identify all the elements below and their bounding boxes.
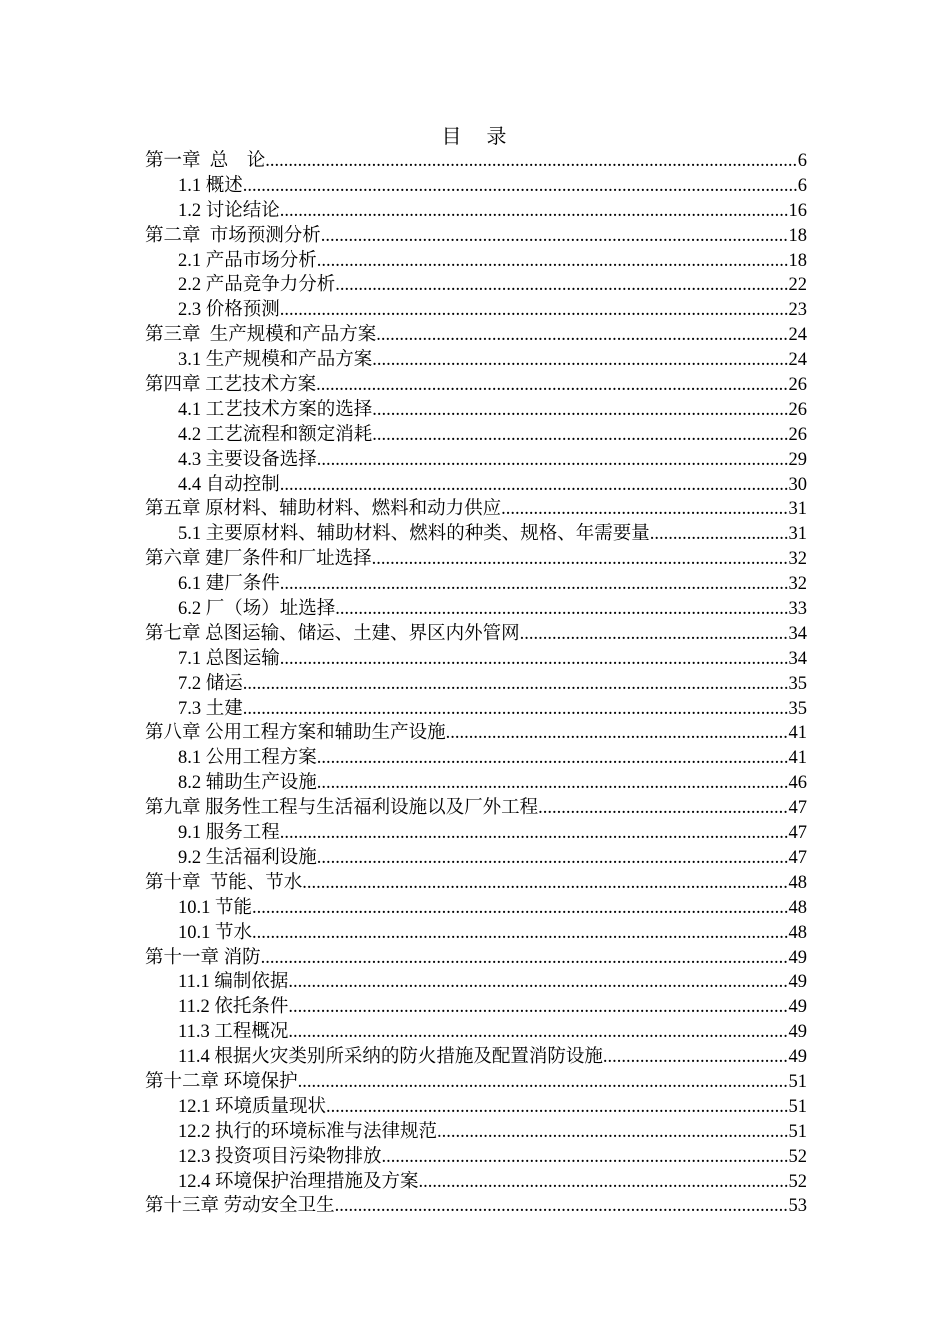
dot-leader [302, 871, 788, 896]
toc-title: 目 录 [441, 126, 517, 148]
toc-entry-label: 11.2 依托条件 [178, 997, 289, 1018]
toc-section-entry[interactable] [145, 249, 807, 274]
toc-page-number: 49 [788, 947, 807, 968]
toc-entry-label: 7.1 总图运输 [178, 648, 280, 669]
toc-entry-label: 第八章 公用工程方案和辅助生产设施 [145, 723, 446, 744]
toc-entry-label: 4.1 工艺技术方案的选择 [178, 399, 373, 420]
toc-page-number: 48 [788, 897, 807, 918]
toc-entry-label: 第一章 总 论 [145, 151, 266, 171]
toc-section-entry[interactable] [145, 647, 807, 672]
toc-section-entry[interactable] [145, 473, 807, 498]
toc-page-number: 48 [788, 922, 807, 943]
dot-leader [280, 199, 789, 224]
table-of-contents [145, 149, 807, 1219]
dot-leader [317, 846, 789, 871]
dot-leader [288, 970, 788, 995]
dot-leader [446, 721, 789, 746]
toc-chapter-entry[interactable] [145, 871, 807, 896]
toc-section-entry[interactable] [145, 398, 807, 423]
toc-entry-label: 4.3 主要设备选择 [178, 449, 317, 470]
toc-section-entry[interactable] [145, 970, 807, 995]
toc-entry-label: 12.4 环境保护治理措施及方案 [178, 1171, 419, 1192]
toc-entry-label: 第三章 生产规模和产品方案 [145, 325, 377, 346]
toc-entry-label: 2.3 价格预测 [178, 300, 280, 321]
dot-leader [317, 448, 789, 473]
dot-leader [335, 597, 788, 622]
toc-entry-label: 第十二章 环境保护 [145, 1071, 298, 1092]
dot-leader [372, 423, 788, 448]
toc-chapter-entry[interactable] [145, 224, 807, 249]
toc-page-number: 33 [788, 599, 807, 620]
dot-leader [280, 572, 789, 597]
toc-entry-label: 2.1 产品市场分析 [178, 250, 317, 271]
dot-leader [265, 149, 797, 174]
toc-page-number: 26 [788, 375, 807, 396]
toc-page-number: 46 [788, 773, 807, 794]
dot-leader [317, 249, 789, 274]
dot-leader [252, 896, 788, 921]
toc-entry-label: 4.2 工艺流程和额定消耗 [178, 424, 373, 445]
toc-chapter-entry[interactable] [145, 1194, 807, 1219]
toc-page-number: 32 [788, 549, 807, 570]
dot-leader [243, 174, 798, 199]
toc-section-entry[interactable] [145, 572, 807, 597]
toc-page-number: 18 [788, 250, 807, 271]
toc-entry-label: 第七章 总图运输、储运、土建、界区内外管网 [145, 623, 520, 644]
toc-section-entry[interactable] [145, 821, 807, 846]
toc-section-entry[interactable] [145, 597, 807, 622]
dot-leader [650, 522, 789, 547]
toc-page-number: 34 [788, 648, 807, 669]
toc-page-number: 41 [788, 723, 807, 744]
toc-entry-label: 第二章 市场预测分析 [145, 225, 321, 246]
toc-section-entry[interactable] [145, 1120, 807, 1145]
dot-leader [538, 796, 788, 821]
toc-page-number: 31 [788, 499, 807, 520]
toc-page-number: 52 [788, 1146, 807, 1167]
toc-entry-label: 7.2 储运 [178, 673, 243, 694]
toc-page-number: 26 [788, 399, 807, 420]
toc-entry-label: 11.4 根据火灾类别所采纳的防火措施及配置消防设施 [178, 1047, 603, 1068]
toc-section-entry[interactable] [145, 1145, 807, 1170]
toc-entry-label: 7.3 土建 [178, 698, 243, 719]
toc-entry-label: 6.2 厂（场）址选择 [178, 599, 336, 620]
dot-leader [372, 547, 789, 572]
toc-chapter-entry[interactable] [145, 149, 807, 174]
dot-leader [288, 1020, 788, 1045]
dot-leader [326, 1095, 788, 1120]
toc-page-number: 49 [788, 1047, 807, 1068]
dot-leader [288, 995, 788, 1020]
toc-section-entry[interactable] [145, 746, 807, 771]
dot-leader [252, 921, 788, 946]
toc-entry-label: 1.1 概述 [178, 175, 243, 196]
toc-entry-label: 3.1 生产规模和产品方案 [178, 350, 373, 371]
toc-page-number: 51 [788, 1121, 807, 1142]
toc-entry-label: 第十章 节能、节水 [145, 872, 303, 893]
dot-leader [317, 746, 789, 771]
dot-leader [382, 1145, 789, 1170]
toc-entry-label: 11.3 工程概况 [178, 1022, 289, 1043]
toc-entry-label: 第六章 建厂条件和厂址选择 [145, 549, 372, 570]
dot-leader [603, 1045, 789, 1070]
toc-page-number: 24 [788, 325, 807, 346]
toc-chapter-entry[interactable] [145, 1070, 807, 1095]
toc-section-entry[interactable] [145, 846, 807, 871]
toc-chapter-entry[interactable] [145, 796, 807, 821]
toc-page-number: 51 [788, 1096, 807, 1117]
dot-leader [280, 821, 789, 846]
toc-page-number: 16 [788, 200, 807, 221]
toc-chapter-entry[interactable] [145, 497, 807, 522]
toc-section-entry[interactable] [145, 199, 807, 224]
dot-leader [280, 298, 789, 323]
toc-entry-label: 第四章 工艺技术方案 [145, 375, 317, 396]
dot-leader [376, 323, 788, 348]
toc-page-number: 48 [788, 872, 807, 893]
toc-page-number: 49 [788, 972, 807, 993]
toc-chapter-entry[interactable] [145, 622, 807, 647]
toc-section-entry[interactable] [145, 921, 807, 946]
toc-page-number: 35 [788, 673, 807, 694]
dot-leader [321, 224, 789, 249]
toc-entry-label: 第九章 服务性工程与生活福利设施以及厂外工程 [145, 798, 539, 819]
toc-entry-label: 第十一章 消防 [145, 947, 261, 968]
toc-entry-label: 9.2 生活福利设施 [178, 847, 317, 868]
toc-entry-label: 12.1 环境质量现状 [178, 1096, 327, 1117]
toc-entry-label: 8.2 辅助生产设施 [178, 773, 317, 794]
dot-leader [317, 771, 789, 796]
toc-page-number: 29 [788, 449, 807, 470]
toc-section-entry[interactable] [145, 896, 807, 921]
dot-leader [335, 1194, 789, 1219]
toc-entry-label: 2.2 产品竞争力分析 [178, 275, 336, 296]
toc-page-number: 24 [788, 350, 807, 371]
dot-leader [419, 1170, 789, 1195]
toc-section-entry[interactable] [145, 1045, 807, 1070]
toc-page-number: 32 [788, 574, 807, 595]
toc-chapter-entry[interactable] [145, 323, 807, 348]
toc-entry-label: 5.1 主要原材料、辅助材料、燃料的种类、规格、年需要量 [178, 524, 650, 545]
toc-section-entry[interactable] [145, 672, 807, 697]
toc-entry-label: 12.3 投资项目污染物排放 [178, 1146, 382, 1167]
toc-section-entry[interactable] [145, 1170, 807, 1195]
dot-leader [261, 946, 789, 971]
dot-leader [243, 672, 789, 697]
toc-page-number: 47 [788, 847, 807, 868]
toc-section-entry[interactable] [145, 448, 807, 473]
dot-leader [335, 273, 788, 298]
toc-chapter-entry[interactable] [145, 547, 807, 572]
toc-entry-label: 10.1 节水 [178, 922, 253, 943]
toc-section-entry[interactable] [145, 348, 807, 373]
toc-page-number: 47 [788, 823, 807, 844]
toc-page-number: 26 [788, 424, 807, 445]
toc-chapter-entry[interactable] [145, 946, 807, 971]
toc-page-number: 53 [788, 1196, 807, 1217]
toc-entry-label: 11.1 编制依据 [178, 972, 289, 993]
dot-leader [372, 348, 788, 373]
toc-entry-label: 1.2 讨论结论 [178, 200, 280, 221]
toc-page-number: 30 [788, 474, 807, 495]
toc-section-entry[interactable] [145, 174, 807, 199]
dot-leader [520, 622, 789, 647]
toc-chapter-entry[interactable] [145, 373, 807, 398]
toc-page-number: 47 [788, 798, 807, 819]
dot-leader [243, 697, 789, 722]
toc-entry-label: 4.4 自动控制 [178, 474, 280, 495]
toc-section-entry[interactable] [145, 1095, 807, 1120]
toc-section-entry[interactable] [145, 1020, 807, 1045]
toc-page-number: 41 [788, 748, 807, 769]
dot-leader [280, 473, 789, 498]
toc-page-number: 49 [788, 1022, 807, 1043]
toc-page-number: 6 [797, 175, 807, 196]
toc-page-number: 35 [788, 698, 807, 719]
toc-section-entry[interactable] [145, 522, 807, 547]
toc-page-number: 51 [788, 1071, 807, 1092]
dot-leader [372, 398, 788, 423]
dot-leader [298, 1070, 789, 1095]
toc-entry-label: 10.1 节能 [178, 897, 253, 918]
toc-entry-label: 12.2 执行的环境标准与法律规范 [178, 1121, 438, 1142]
toc-page-number: 52 [788, 1171, 807, 1192]
toc-section-entry[interactable] [145, 771, 807, 796]
toc-section-entry[interactable] [145, 697, 807, 722]
toc-page-number: 22 [788, 275, 807, 296]
dot-leader [437, 1120, 788, 1145]
toc-page-number: 34 [788, 623, 807, 644]
toc-page-number: 18 [788, 225, 807, 246]
toc-entry-label: 9.1 服务工程 [178, 823, 280, 844]
toc-entry-label: 第五章 原材料、辅助材料、燃料和动力供应 [145, 499, 502, 520]
toc-page-number: 6 [797, 151, 807, 171]
dot-leader [501, 497, 788, 522]
toc-entry-label: 8.1 公用工程方案 [178, 748, 317, 769]
toc-entry-label: 第十三章 劳动安全卫生 [145, 1196, 335, 1217]
toc-section-entry[interactable] [145, 995, 807, 1020]
dot-leader [316, 373, 788, 398]
toc-page-number: 49 [788, 997, 807, 1018]
toc-chapter-entry[interactable] [145, 721, 807, 746]
toc-section-entry[interactable] [145, 423, 807, 448]
toc-entry-label: 6.1 建厂条件 [178, 574, 280, 595]
toc-page-number: 31 [788, 524, 807, 545]
toc-page-number: 23 [788, 300, 807, 321]
toc-section-entry[interactable] [145, 298, 807, 323]
dot-leader [280, 647, 789, 672]
toc-section-entry[interactable] [145, 273, 807, 298]
